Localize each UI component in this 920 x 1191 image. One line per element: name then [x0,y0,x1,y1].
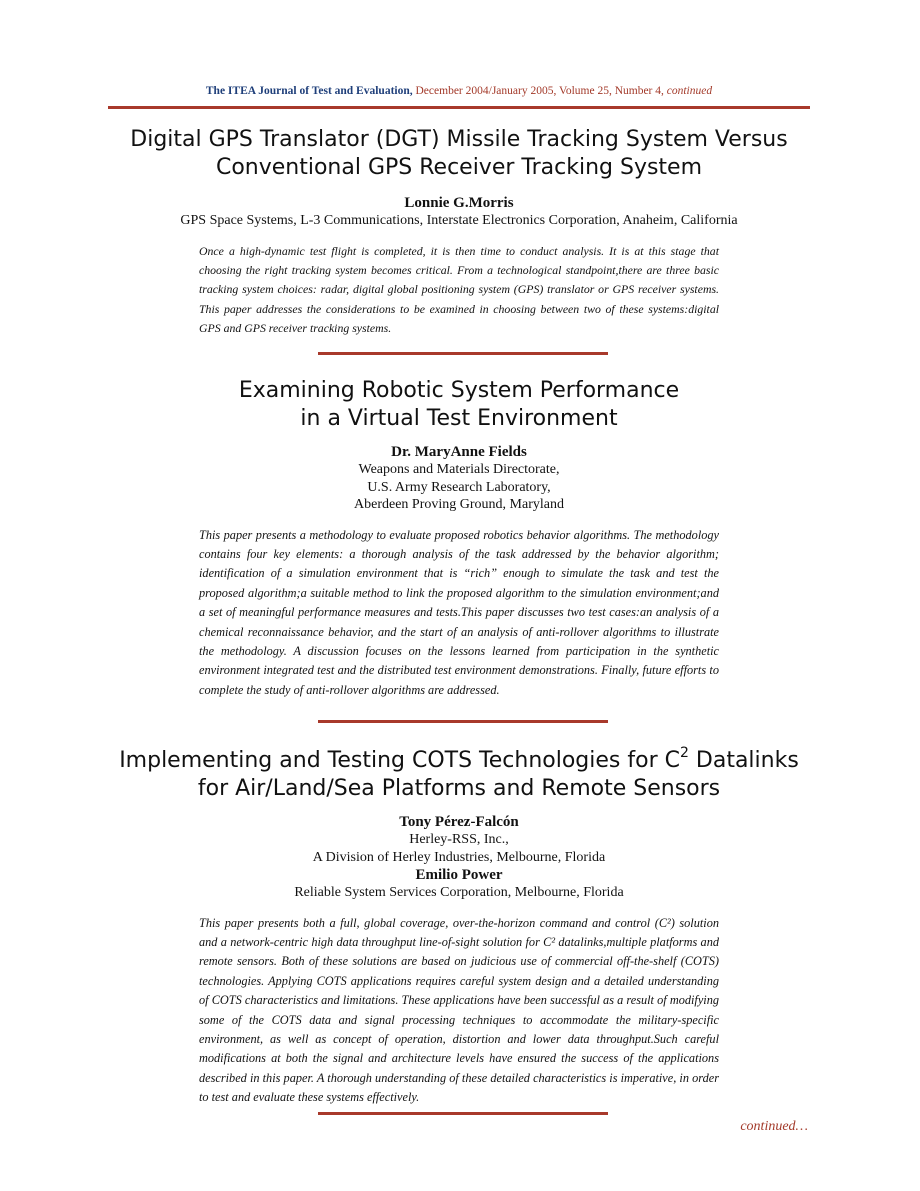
title-line: for Air/Land/Sea Platforms and Remote Sensors [197,776,721,801]
section-divider [318,720,608,723]
article-1 [108,126,810,339]
section-divider [318,1112,608,1115]
author-affiliation: U.S. Army Research Laboratory, [367,479,551,495]
article-title [108,126,810,182]
abstract: Once a high-dynamic test flight is completed, it is then time to conduct analysis. It is at this stage that choosing the right tracking system becomes critical. From a technological standpoint,there are three basic tracking system choices: radar, digital global positioning system (GPS) translator or GPS receiver systems. This paper addresses the considerations to be examined in choosing between two of these systems:digital GPS and GPS receiver tracking systems. [199,243,719,336]
author-affiliation: Weapons and Materials Directorate, [358,462,560,477]
author-affiliation: A Division of Herley Industries, Melbourne, Florida [312,849,606,865]
title-line: Conventional GPS Receiver Tracking System [215,155,703,180]
title-line: Datalinks [688,748,799,773]
abstract: This paper presents both a full, global coverage, over-the-horizon command and control (C²) solution and a network-centric high data throughput line-of-sight solution for C² datalinks,multiple platforms and remote sensors. Both of these solutions are based on judicious use of commercial off-the-shelf (COTS) technologies. Applying COTS applications requires careful system design and a detailed understanding of COTS characteristics and limitations. These applications have been successful as a result of modifying some of the COTS data and signal processing techniques to accommodate the military-specific environment, as well as concept of operation, distortion and lower data throughput.Such careful modifications at both the signal and architecture levels have ensured the success of the applications described in this paper. A thorough understanding of these detailed characteristics is imperative, in order to test and evaluate these systems effectively. [199,915,719,1105]
title-line: Implementing and Testing COTS Technologies for C [119,748,680,773]
title-line: in a Virtual Test Environment [300,406,618,431]
author-affiliation: GPS Space Systems, L-3 Communications, Interstate Electronics Corporation, Anaheim, California [180,213,738,228]
running-header [108,85,810,97]
author-affiliation: Herley-RSS, Inc., [409,832,509,847]
author-affiliation: Reliable System Services Corporation, Melbourne, Florida [294,885,624,900]
abstract: This paper presents a methodology to evaluate proposed robotics behavior algorithms. The methodology contains four key elements: a thorough analysis of the task addressed by the behavior algorithm; identification of a simulation environment that is “rich” enough to simulate the task and test the proposed algorithm;a suitable method to link the proposed algorithm to the simulation environment;and a set of meaningful performance measures and tests.This paper discusses two test cases:an analysis of a chemical reconnaissance behavior, and the start of an analysis of anti-rollover algorithms to illustrate the methodology. A discussion focuses on the lessons learned from participation in the synthetic environment integrated test and the distributed test environment demonstrations. Finally, future efforts to complete the study of anti-rollover algorithms are addressed. [199,527,719,697]
header-rule [108,106,810,109]
title-line: Digital GPS Translator (DGT) Missile Tracking System Versus [130,127,788,152]
section-divider [318,352,608,355]
article-3 [108,744,810,1108]
author-affiliation: Aberdeen Proving Ground, Maryland [354,497,564,512]
issue-info: December 2004/January 2005, Volume 25, Number 4, [415,85,664,97]
author-name: Lonnie G.Morris [404,195,514,211]
header-continued: continued [666,85,713,97]
continued-footer: continued… [740,1119,808,1134]
author-name: Tony Pérez-Falcón [399,814,519,830]
article-2 [108,377,810,700]
author-name: Dr. MaryAnne Fields [391,444,527,460]
article-title [108,744,810,803]
journal-name: The ITEA Journal of Test and Evaluation, [205,85,413,97]
title-superscript: 2 [679,744,689,761]
article-title [108,377,810,433]
title-line: Examining Robotic System Performance [238,378,680,403]
author-name: Emilio Power [415,867,503,883]
